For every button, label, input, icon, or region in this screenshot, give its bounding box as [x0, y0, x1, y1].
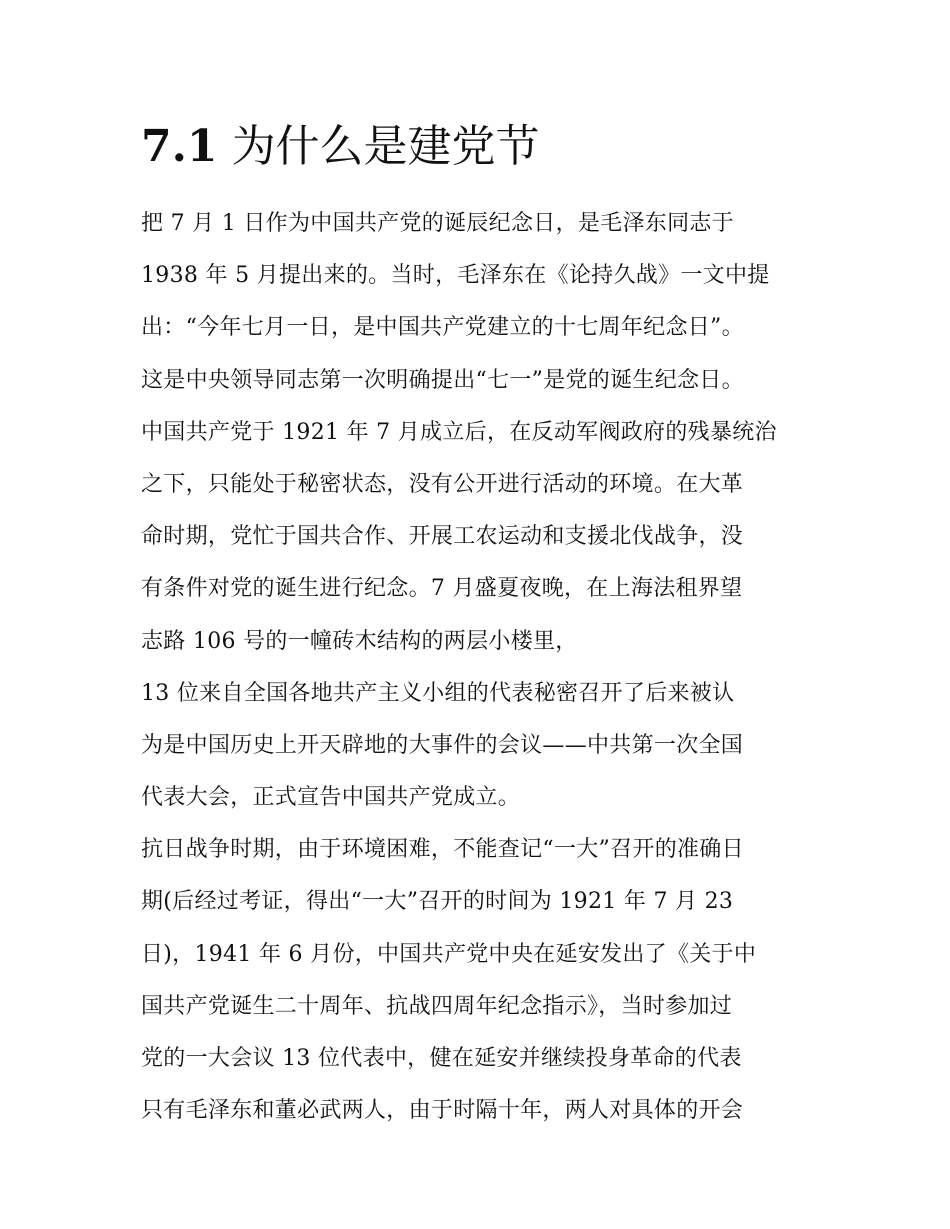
text-line: 之下，只能处于秘密状态，没有公开进行活动的环境。在大革	[141, 471, 744, 497]
text-line: 代表大会，正式宣告中国共产党成立。	[141, 785, 521, 811]
body-text	[141, 198, 821, 1137]
document-body	[141, 112, 821, 1137]
text-line: 中国共产党于 1921 年 7 月成立后，在反动军阀政府的残暴统治	[141, 419, 777, 445]
text-line: 党的一大会议 13 位代表中，健在延安并继续投身革命的代表	[141, 1046, 742, 1071]
title-number: 7.1	[141, 121, 218, 172]
text-line: 只有毛泽东和董必武两人，由于时隔十年，两人对具体的开会	[141, 1098, 744, 1124]
text-line: 把 7 月 1 日作为中国共产党的诞辰纪念日，是毛泽东同志于	[141, 211, 734, 236]
text-line: 这是中央领导同志第一次明确提出“七一”是党的诞生纪念日。	[141, 367, 744, 393]
title-text: 为什么是建党节	[231, 121, 540, 172]
text-line: 命时期，党忙于国共合作、开展工农运动和支援北伐战争，没	[141, 524, 744, 550]
text-line: 期(后经过考证，得出“一大”召开的时间为 1921 年 7 月 23	[141, 889, 734, 915]
text-line: 1938 年 5 月提出来的。当时，毛泽东在《论持久战》一文中提	[141, 263, 770, 289]
text-line: 13 位来自全国各地共产主义小组的代表秘密召开了后来被认	[141, 680, 735, 706]
text-line: 日)，1941 年 6 月份，中国共产党中央在延安发出了《关于中	[141, 941, 757, 967]
text-line: 出：“今年七月一日，是中国共产党建立的十七周年纪念日”。	[141, 315, 744, 341]
page-title	[141, 112, 821, 198]
text-line: 国共产党诞生二十周年、抗战四周年纪念指示》，当时参加过	[141, 993, 733, 1019]
text-line: 抗日战争时期，由于环境困难，不能查记“一大”召开的准确日	[141, 837, 744, 863]
text-line: 为是中国历史上开天辟地的大事件的会议——中共第一次全国	[141, 732, 744, 758]
text-line: 有条件对党的诞生进行纪念。7 月盛夏夜晚，在上海法租界望	[141, 576, 743, 602]
text-line: 志路 106 号的一幢砖木结构的两层小楼里，	[141, 628, 578, 654]
